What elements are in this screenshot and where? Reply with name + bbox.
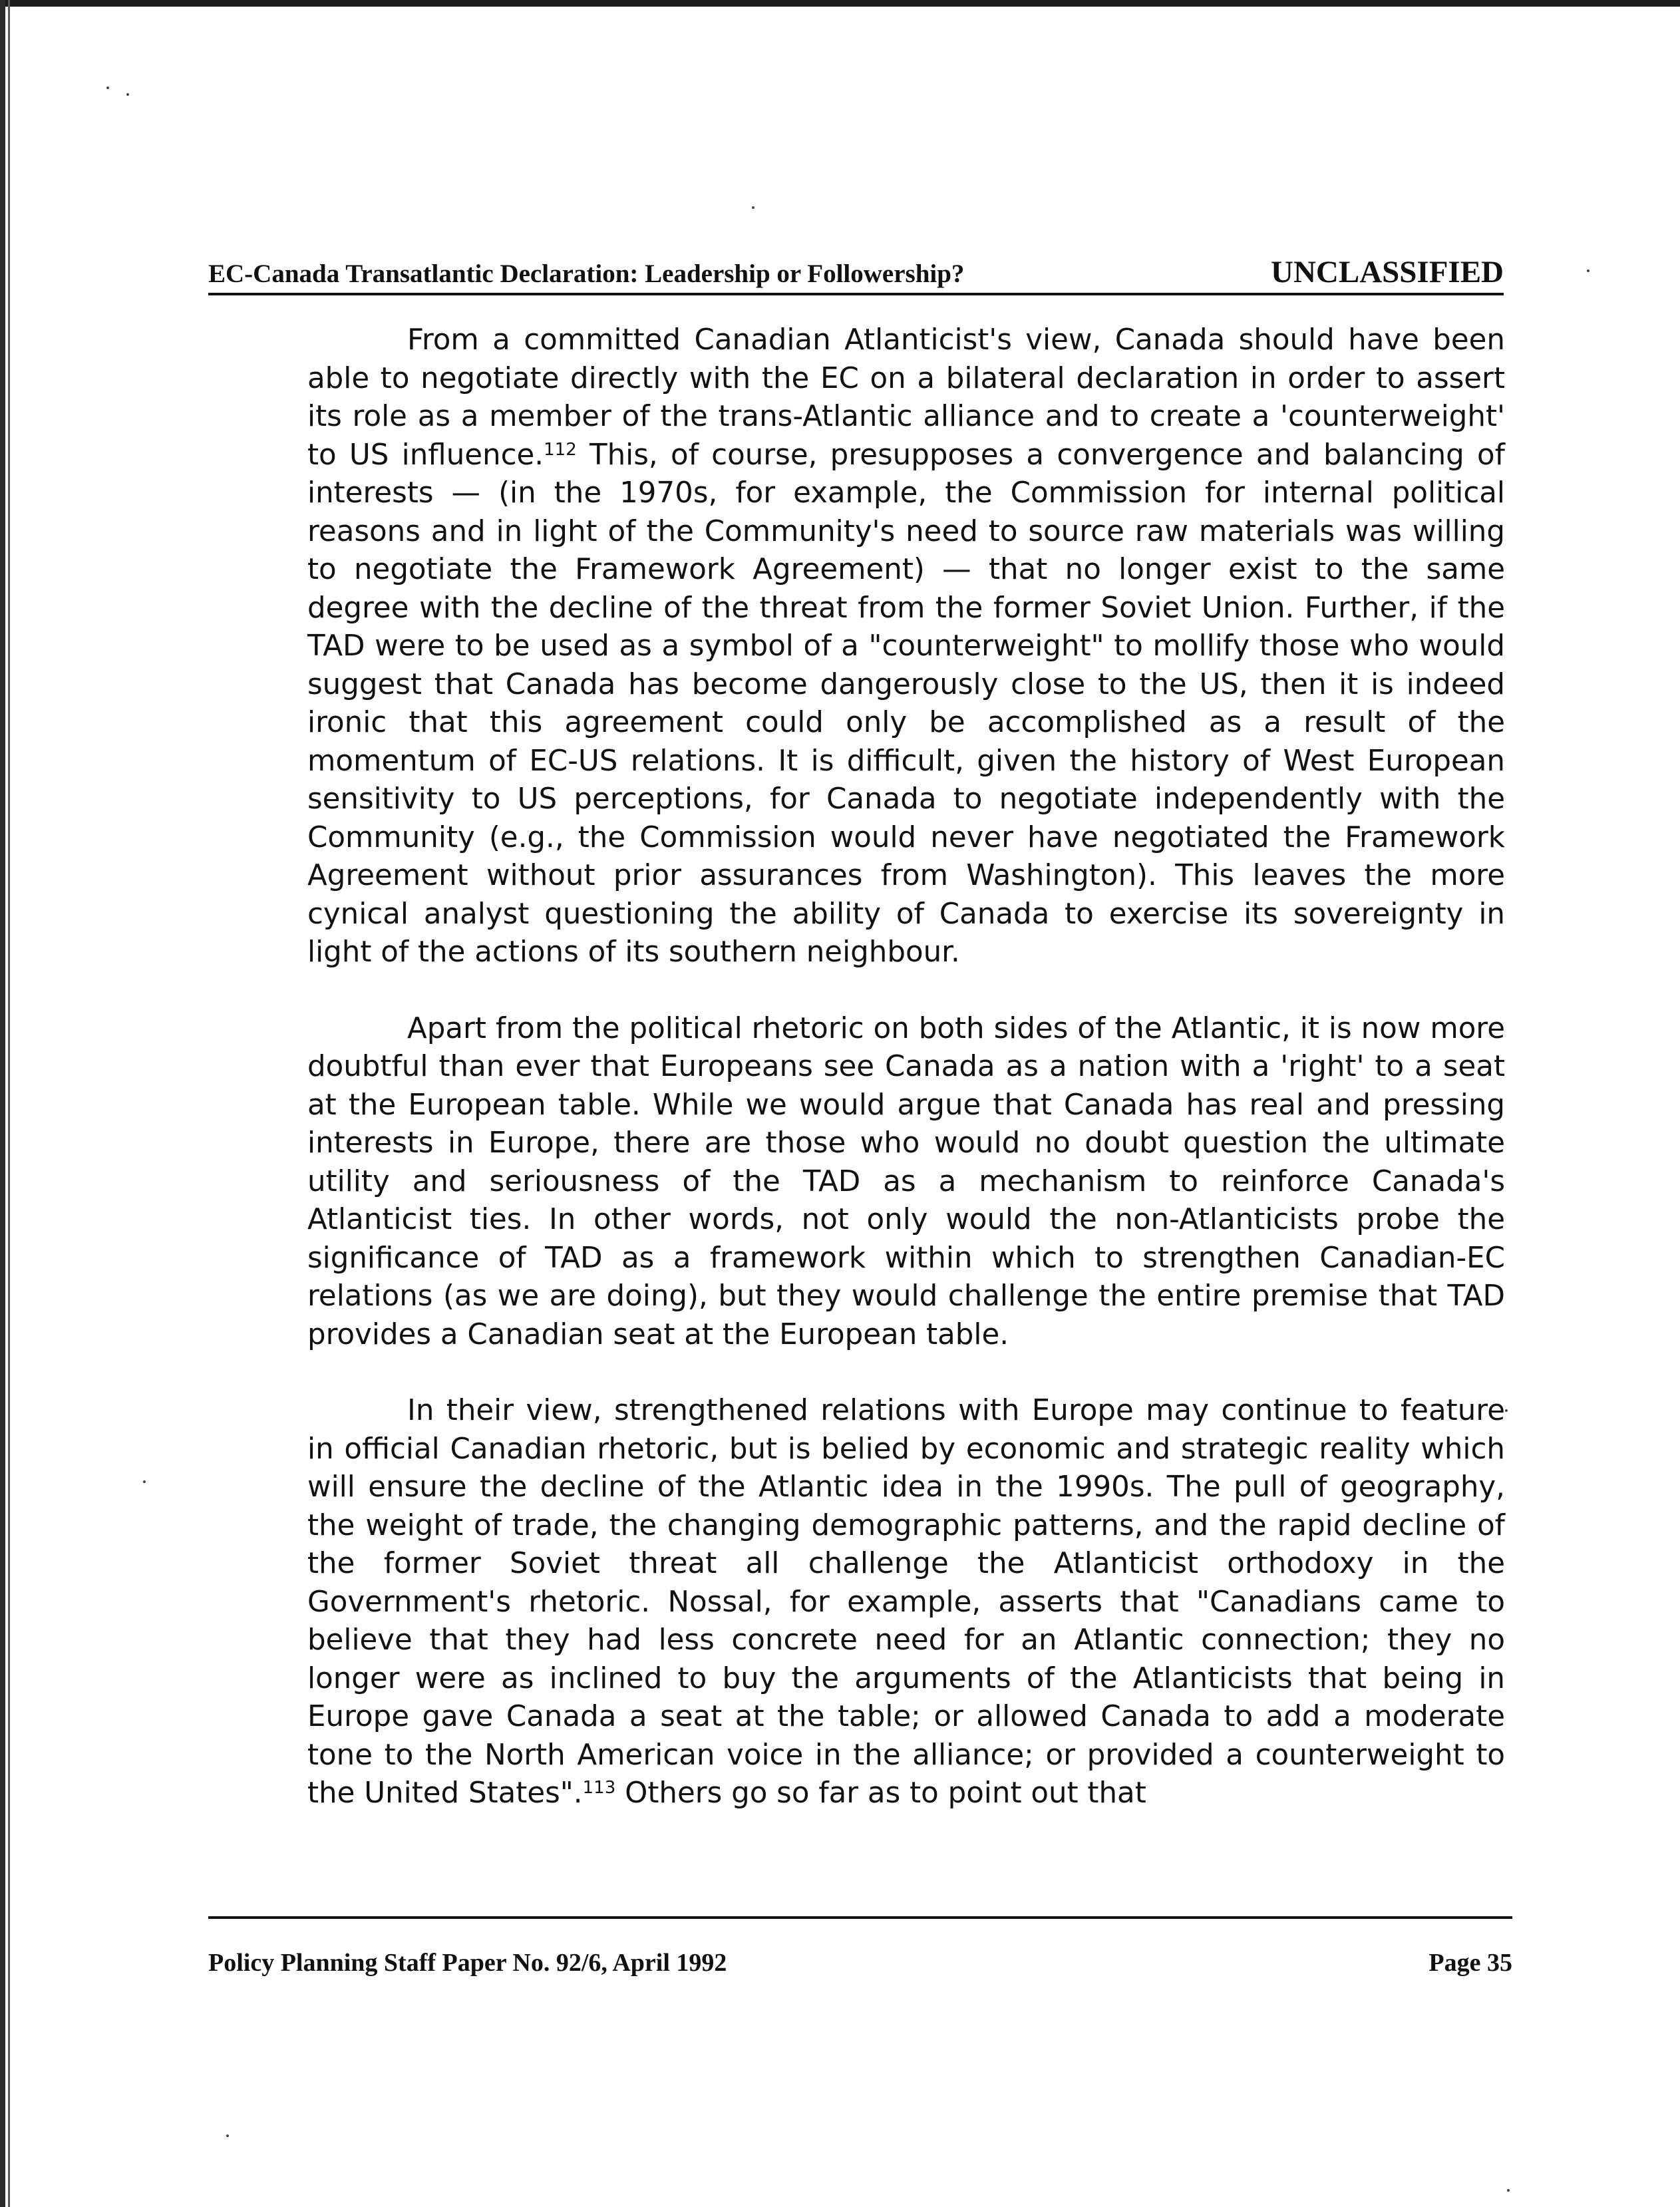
scan-speck	[1587, 269, 1590, 272]
page-footer	[208, 1948, 1512, 1988]
paragraph-text: In their view, strengthened relations with Europe may continue to feature in official Canadian rhetoric, but is belied by economic and strategic reality which will ensure the decline of the Atlantic idea in the 1990s. The pull of geography, the weight of trade, the changing demographic patterns, and the rapid decline of the former Soviet threat all challenge the Atlanticist orthodoxy in the Government's rhetoric. Nossal, for example, asserts that "Canadians came to believe that they had less concrete need for an Atlantic connection; they no longer were as inclined to buy the arguments of the Atlanticists that being in Europe gave Canada a seat at the table; or allowed Canada to add a moderate tone to the North American voice in the alliance; or provided a counterweight to the United States".	[307, 1394, 1505, 1810]
header-rule	[208, 293, 1504, 295]
body-text	[307, 321, 1505, 1851]
footer-rule	[208, 1916, 1512, 1919]
paragraph-text: Others go so far as to point out that	[615, 1777, 1146, 1810]
footnote-ref: 113	[582, 1778, 616, 1798]
scan-speck	[226, 2134, 229, 2137]
paragraph	[307, 1392, 1505, 1813]
scan-speck	[1505, 1409, 1508, 1412]
header-title: EC-Canada Transatlantic Declaration: Leadership or Followership?	[208, 259, 965, 288]
scan-speck	[1507, 2189, 1510, 2192]
scan-speck	[106, 86, 109, 89]
paragraph	[307, 321, 1505, 972]
paragraph	[307, 1010, 1505, 1355]
paragraph-text: This, of course, presupposes a convergence and balancing of interests — (in the 1970s, for example, the Commission for internal political reasons and in light of the Community's need to source raw materials was willing to negotiate the Framework Agreement) — that no longer exist to the same degree with the decline of the threat from the former Soviet Union. Further, if the TAD were to be used as a symbol of a "counterweight" to mollify those who would suggest that Canada has become dangerously close to the US, then it is indeed ironic that this agreement could only be accomplished as a result of the momentum of EC-US relations. It is difficult, given the history of West European sensitivity to US perceptions, for Canada to negotiate independently with the Community (e.g., the Commission would never have negotiated the Framework Agreement without prior assurances from Washington). This leaves the more cynical analyst questioning the ability of Canada to exercise its sovereignty in light of the actions of its southern neighbour.	[307, 438, 1505, 969]
paragraph-text: Apart from the political rhetoric on both sides of the Atlantic, it is now more doubtful than ever that Europeans see Canada as a nation with a 'right' to a seat at the European table. While we would argue that Canada has real and pressing interests in Europe, there are those who would no doubt question the ultimate utility and seriousness of the TAD as a mechanism to reinforce Canada's Atlanticist ties. In other words, not only would the non-Atlanticists probe the significance of TAD as a framework within which to strengthen Canadian-EC relations (as we are doing), but they would challenge the entire premise that TAD provides a Canadian seat at the European table.	[307, 1011, 1505, 1351]
page-header	[208, 246, 1504, 293]
page-number: Page 35	[1428, 1949, 1512, 1977]
scan-border-top	[0, 0, 1680, 7]
classification-marking: UNCLASSIFIED	[1271, 255, 1504, 289]
scan-border-left-inner	[8, 0, 10, 2207]
paper-reference: Policy Planning Staff Paper No. 92/6, April 1992	[208, 1949, 727, 1977]
scan-speck	[126, 93, 129, 96]
scan-border-left	[0, 0, 5, 2207]
footnote-ref: 112	[544, 439, 577, 460]
scan-speck	[752, 206, 755, 209]
paragraph-text: From a committed Canadian Atlanticist's view, Canada should have been able to negotiate directly with the EC on a bilateral declaration in order to assert its role as a member of the trans-Atlantic alliance and to create a 'counterweight' to US influence.	[307, 323, 1505, 472]
scan-speck	[143, 1480, 146, 1483]
